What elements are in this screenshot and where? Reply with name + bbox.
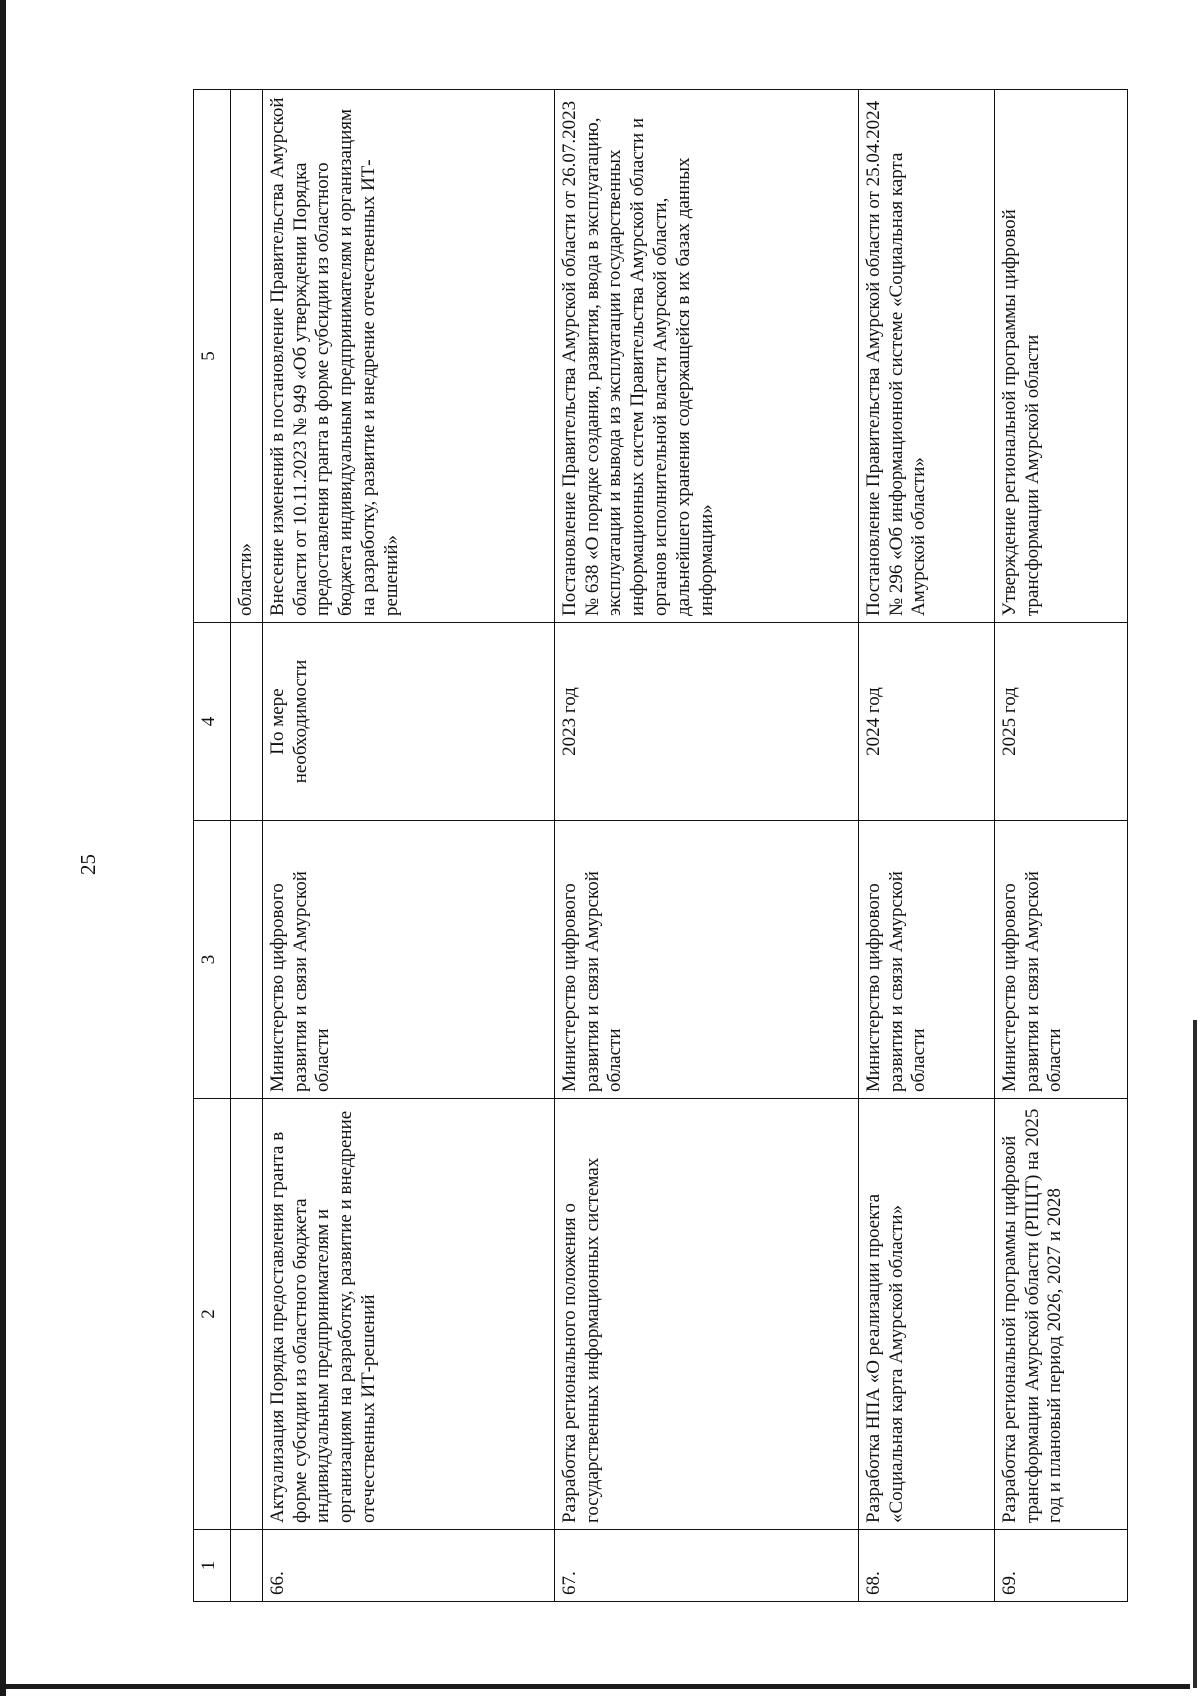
row-deadline: По мере необходимости — [262, 623, 554, 821]
header-col-3: 3 — [194, 821, 231, 1099]
page-number: 25 — [76, 854, 100, 875]
row-executor: Министерство цифрового развития и связи Амурской области — [262, 821, 554, 1099]
header-col-1: 1 — [194, 1530, 231, 1602]
table-row — [262, 90, 554, 1602]
row-deadline: 2025 год — [994, 623, 1127, 821]
continuation-row — [231, 90, 263, 1602]
row-result: Внесение изменений в постановление Правительства Амурской области от 10.11.2023 № 949 «Об утверждении Порядка предоставления гранта в форме субсидии из областного бюджета индивидуальным предпринимателям и организациям на разработку, развитие и внедрение отечественных ИТ-решений» — [262, 90, 554, 623]
row-deadline: 2023 год — [554, 623, 858, 821]
table-row — [554, 90, 858, 1602]
rotated-page-content — [193, 90, 1113, 1602]
table-row — [994, 90, 1127, 1602]
row-executor: Министерство цифрового развития и связи Амурской области — [554, 821, 858, 1099]
header-col-4: 4 — [194, 623, 231, 821]
row-event: Разработка региональной программы цифровой трансформации Амурской области (РПЦТ) на 2025 год и плановый период 2026, 2027 и 2028 — [994, 1099, 1127, 1530]
row-executor: Министерство цифрового развития и связи Амурской области — [994, 821, 1127, 1099]
table-row — [858, 90, 994, 1602]
row-result: Постановление Правительства Амурской области от 25.04.2024 № 296 «Об информационной системе «Социальная карта Амурской области» — [858, 90, 994, 623]
scan-edge-left — [0, 0, 6, 1696]
row-event: Разработка НПА «О реализации проекта «Социальная карта Амурской области» — [858, 1099, 994, 1530]
row-event: Актуализация Порядка предоставления гранта в форме субсидии из областного бюджета индивидуальным предпринимателям и организациям на разработку, развитие и внедрение отечественных ИТ-решений — [262, 1099, 554, 1530]
row-deadline: 2024 год — [858, 623, 994, 821]
scan-edge-bottom — [0, 1684, 1190, 1689]
row-number: 68. — [858, 1530, 994, 1602]
header-col-5: 5 — [194, 90, 231, 623]
row-number: 66. — [262, 1530, 554, 1602]
row-executor: Министерство цифрового развития и связи Амурской области — [858, 821, 994, 1099]
scan-edge-right — [1193, 1020, 1197, 1688]
row-number: 67. — [554, 1530, 858, 1602]
events-table — [193, 89, 1128, 1602]
header-col-2: 2 — [194, 1099, 231, 1530]
table-header-row — [194, 90, 231, 1602]
row-result: Утверждение региональной программы цифровой трансформации Амурской области — [994, 90, 1127, 623]
row-number: 69. — [994, 1530, 1127, 1602]
row-result: Постановление Правительства Амурской области от 26.07.2023 № 638 «О порядке создания, развития, ввода в эксплуатацию, эксплуатации и вывода из эксплуатации государственных информационных систем Правительства Амурской области и органов исполнительной власти Амурской области, дальнейшего хранения содержащейся в их базах данных информации» — [554, 90, 858, 623]
continuation-text: области» — [231, 90, 263, 623]
row-event: Разработка регионального положения о государственных информационных системах — [554, 1099, 858, 1530]
